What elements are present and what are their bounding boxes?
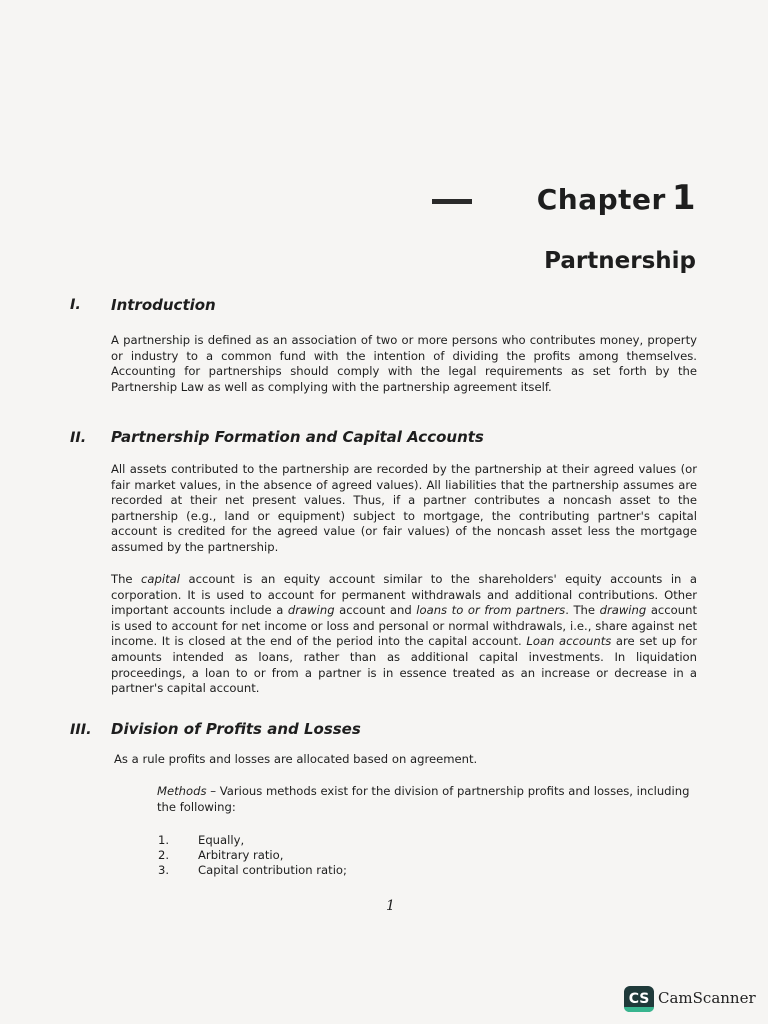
chapter-heading [537,178,696,218]
term-methods: Methods [157,784,207,798]
term-loans: loans to or from partners [416,603,566,618]
paragraph: A partnership is defined as an association of two or more persons who contributes money, property or industry to a common fund with the intention of dividing the profits among themselves. Accounting for partnerships should comply with the legal requirements as set forth by the Partnership Law as well as complying with the partnership agreement itself. [111,333,697,394]
term-loan-accounts: Loan accounts [526,634,612,649]
list-item: 1. Equally, [158,833,245,847]
list-item: 3. Capital contribution ratio; [158,863,347,878]
section-number: I. [70,297,81,313]
camscanner-watermark: CamScanner [658,989,756,1007]
term-capital: capital [141,572,180,586]
section-title: Division of Profits and Losses [111,720,361,738]
chapter-title: Partnership [544,248,696,274]
methods-paragraph: Methods – Various methods exist for the division of partnership profits and losses, including the following: [157,784,690,814]
page-number: 1 [386,898,395,914]
chapter-rule [432,199,472,204]
camscanner-logo-icon: CS [624,986,654,1012]
section-title: Introduction [111,296,216,314]
section-title: Partnership Formation and Capital Accounts [111,428,484,446]
paragraph: As a rule profits and losses are allocated based on agreement. [114,752,478,766]
chapter-label: Chapter [536,183,666,216]
term-drawing: drawing [599,603,647,618]
section-number: II. [70,430,87,446]
methods-list [158,833,347,879]
paragraph-capital-account: The capital account is an equity account similar to the shareholders' equity accounts in a corporation. It is used to account for permanent withdrawals and additional contributions. Other important accounts include a drawing account and loans to or from partners. The drawing account is used to account for net income or loss and personal or normal withdrawals, i.e., share against net income. It is closed at the end of the period into the capital account. Loan accounts are set up for amounts intended as loans, rather than as additional capital investments. In liquidation proceedings, a loan to or from a partner is in essence treated as an increase or decrease in a partner's capital account. [111,572,698,696]
chapter-number: 1 [671,178,696,218]
section-number: III. [70,722,92,738]
term-drawing: drawing [287,603,335,618]
list-item: 2. Arbitrary ratio, [158,848,284,863]
paragraph: All assets contributed to the partnership are recorded by the partnership at their agreed values (or fair market values, in the absence of agreed values). All liabilities that the partnership assumes are recorded at their net present values. Thus, if a partner contributes a noncash asset to the partnership (e.g., land or equipment) subject to mortgage, the contributing partner's capital account is credited for the agreed value (or fair values) of the noncash asset less the mortgage assumed by the partnership. [111,462,697,554]
